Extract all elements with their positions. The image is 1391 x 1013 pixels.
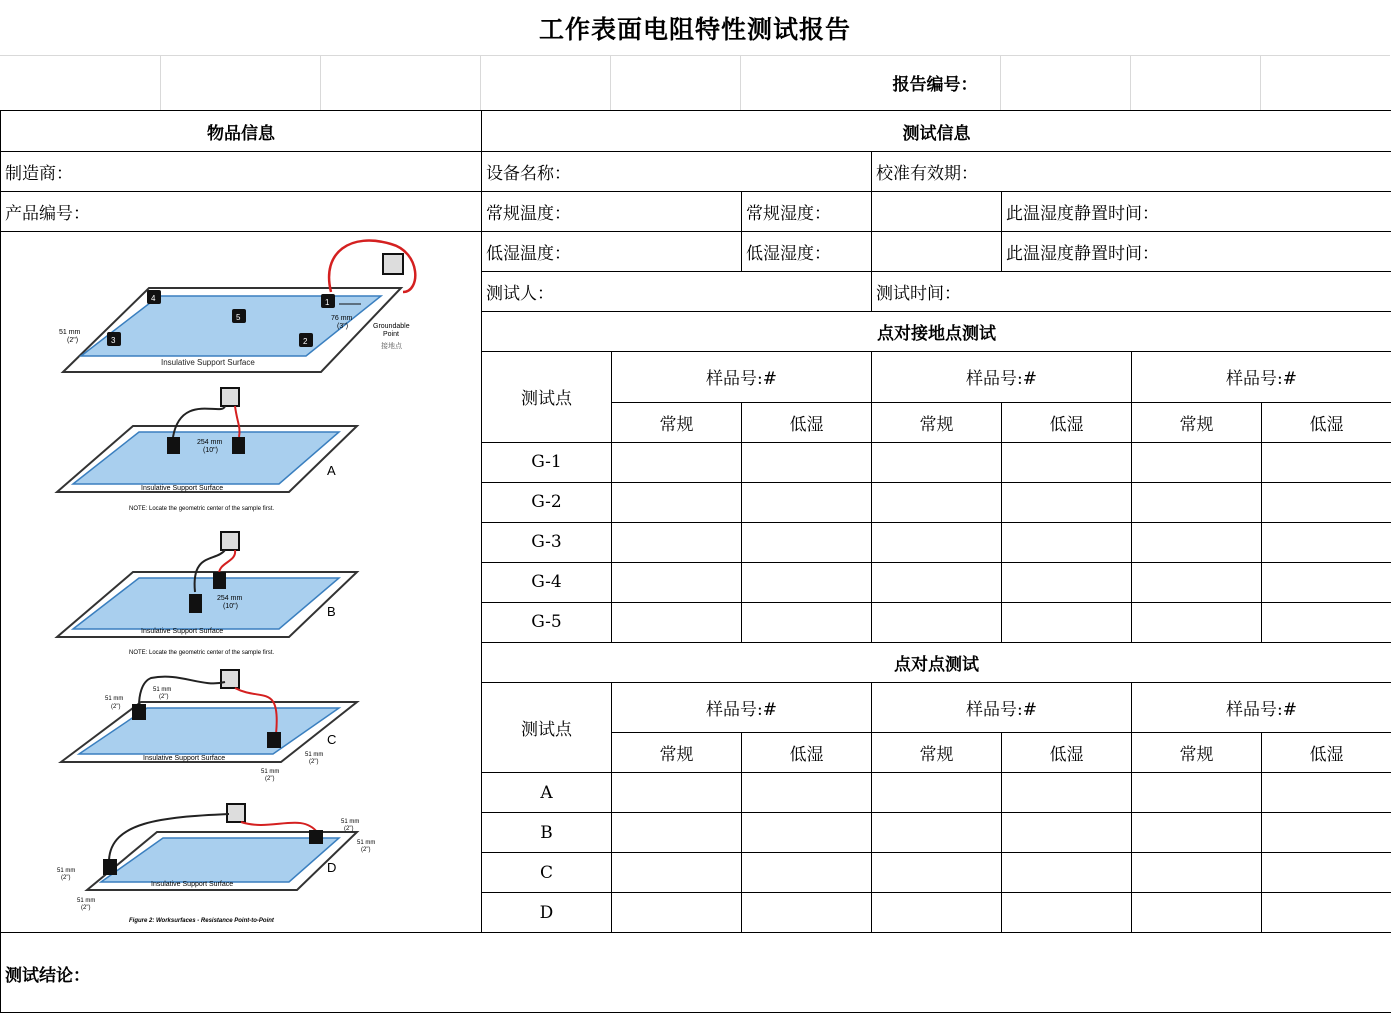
normal-col-header: 常规 xyxy=(612,733,742,773)
data-cell[interactable] xyxy=(1002,602,1132,642)
data-cell[interactable] xyxy=(872,893,1002,933)
data-cell[interactable] xyxy=(1002,893,1132,933)
test-point-header: 测试点 xyxy=(482,352,612,443)
point-to-ground-header: 点对接地点测试 xyxy=(482,312,1391,352)
product-number-label[interactable]: 产品编号： xyxy=(1,192,482,232)
data-cell[interactable] xyxy=(1002,853,1132,893)
figure-panel-c xyxy=(61,670,357,782)
data-cell[interactable] xyxy=(742,522,872,562)
data-cell[interactable] xyxy=(612,773,742,813)
data-cell[interactable] xyxy=(1132,562,1262,602)
svg-text:254 mm: 254 mm xyxy=(217,595,242,602)
data-cell[interactable] xyxy=(742,562,872,602)
svg-text:2: 2 xyxy=(303,337,308,346)
figure-panel-a xyxy=(57,388,357,512)
data-cell[interactable] xyxy=(1002,482,1132,522)
figure-caption: Figure 2: Worksurfaces - Resistance Point-to-Point xyxy=(129,918,275,924)
data-cell[interactable] xyxy=(872,602,1002,642)
data-cell[interactable] xyxy=(612,562,742,602)
electrode-2 xyxy=(299,333,313,347)
svg-text:51 mm: 51 mm xyxy=(305,752,323,758)
low-humidity-value[interactable] xyxy=(872,232,1002,272)
test-diagram-cell xyxy=(1,232,482,933)
low-col-header: 低湿 xyxy=(1262,402,1391,442)
data-cell[interactable] xyxy=(1262,773,1391,813)
data-cell[interactable] xyxy=(872,442,1002,482)
data-cell[interactable] xyxy=(1002,522,1132,562)
svg-text:51 mm: 51 mm xyxy=(77,898,95,904)
grid-line xyxy=(740,55,741,110)
normal-temp-label[interactable]: 常规温度： xyxy=(482,192,742,232)
data-cell[interactable] xyxy=(1132,482,1262,522)
panel-label-c: C xyxy=(327,732,336,747)
normal-col-header: 常规 xyxy=(872,733,1002,773)
low-col-header: 低湿 xyxy=(1262,733,1391,773)
sample-1-header[interactable]: 样品号:# xyxy=(612,352,872,403)
data-cell[interactable] xyxy=(742,773,872,813)
svg-text:(3"): (3") xyxy=(337,323,348,330)
svg-text:(10"): (10") xyxy=(203,447,218,454)
svg-text:4: 4 xyxy=(151,294,156,303)
data-cell[interactable] xyxy=(1262,562,1391,602)
low-col-header: 低湿 xyxy=(1002,733,1132,773)
data-cell[interactable] xyxy=(612,522,742,562)
data-cell[interactable] xyxy=(872,562,1002,602)
equipment-label[interactable]: 设备名称： xyxy=(482,152,872,192)
data-cell[interactable] xyxy=(612,442,742,482)
data-cell[interactable] xyxy=(612,482,742,522)
meter-icon xyxy=(383,254,403,274)
panel-label-b: B xyxy=(327,604,336,619)
data-cell[interactable] xyxy=(1132,893,1262,933)
svg-text:(2"): (2") xyxy=(67,337,78,344)
grid-line xyxy=(160,55,161,110)
grid-line xyxy=(610,55,611,110)
svg-text:Insulative Support Surface: Insulative Support Surface xyxy=(141,485,223,492)
item-info-header: 物品信息 xyxy=(1,111,482,152)
svg-text:Insulative Support Surface: Insulative Support Surface xyxy=(141,628,223,635)
sample-1-header-2[interactable]: 样品号:# xyxy=(612,682,872,733)
data-cell[interactable] xyxy=(1262,522,1391,562)
data-cell[interactable] xyxy=(872,813,1002,853)
normal-humidity-label[interactable]: 常规湿度： xyxy=(742,192,872,232)
data-cell[interactable] xyxy=(1262,602,1391,642)
worksurface-test-figure xyxy=(1,232,480,927)
test-point-c: C xyxy=(482,853,612,893)
test-time-label[interactable]: 测试时间： xyxy=(872,272,1391,312)
svg-text:(2"): (2") xyxy=(309,759,318,765)
svg-text:Groundable: Groundable xyxy=(373,323,410,330)
data-cell[interactable] xyxy=(742,853,872,893)
svg-text:76 mm: 76 mm xyxy=(331,315,353,322)
svg-text:(2"): (2") xyxy=(159,694,168,700)
sample-3-header[interactable]: 样品号:# xyxy=(1132,352,1391,403)
report-title: 工作表面电阻特性测试报告 xyxy=(0,0,1390,56)
panel-label-a: A xyxy=(327,463,336,478)
data-cell[interactable] xyxy=(1132,813,1262,853)
meter-icon xyxy=(221,532,239,550)
svg-text:(2"): (2") xyxy=(111,704,120,710)
test-point-g5: G-5 xyxy=(482,602,612,642)
electrode-5 xyxy=(232,309,246,323)
svg-text:Insulative Support Surface: Insulative Support Surface xyxy=(143,755,225,762)
rest-time-label[interactable]: 此温湿度静置时间： xyxy=(1002,192,1391,232)
grid-line xyxy=(320,55,321,110)
data-cell[interactable] xyxy=(612,813,742,853)
data-cell[interactable] xyxy=(1132,442,1262,482)
meter-icon xyxy=(227,804,245,822)
svg-text:51 mm: 51 mm xyxy=(341,819,359,825)
header-grid-row xyxy=(0,55,1390,110)
normal-col-header: 常规 xyxy=(1132,733,1262,773)
test-point-g3: G-3 xyxy=(482,522,612,562)
figure-panel-b xyxy=(57,532,357,656)
data-cell[interactable] xyxy=(872,853,1002,893)
data-cell[interactable] xyxy=(742,893,872,933)
data-cell[interactable] xyxy=(1132,773,1262,813)
test-info-header: 测试信息 xyxy=(482,111,1391,152)
data-cell[interactable] xyxy=(1262,482,1391,522)
insulative-label-1: Insulative Support Surface xyxy=(161,358,255,367)
low-col-header: 低湿 xyxy=(1002,402,1132,442)
svg-text:(2"): (2") xyxy=(361,847,370,853)
data-cell[interactable] xyxy=(1002,813,1132,853)
svg-text:51 mm: 51 mm xyxy=(105,696,123,702)
test-point-d: D xyxy=(482,893,612,933)
svg-text:51 mm: 51 mm xyxy=(261,769,279,775)
normal-col-header: 常规 xyxy=(1132,402,1262,442)
svg-text:接地点: 接地点 xyxy=(381,341,403,350)
normal-humidity-value[interactable] xyxy=(872,192,1002,232)
data-cell[interactable] xyxy=(612,602,742,642)
data-cell[interactable] xyxy=(1262,893,1391,933)
data-cell[interactable] xyxy=(1132,853,1262,893)
test-point-g1: G-1 xyxy=(482,442,612,482)
data-cell[interactable] xyxy=(1132,522,1262,562)
svg-text:51 mm: 51 mm xyxy=(153,687,171,693)
meter-icon xyxy=(221,388,239,406)
data-cell[interactable] xyxy=(1002,442,1132,482)
data-cell[interactable] xyxy=(872,522,1002,562)
rest-time-label-2[interactable]: 此温湿度静置时间： xyxy=(1002,232,1391,272)
data-cell[interactable] xyxy=(1262,442,1391,482)
svg-text:(2"): (2") xyxy=(265,776,274,782)
svg-text:(2"): (2") xyxy=(344,826,353,832)
svg-text:Point: Point xyxy=(383,331,399,338)
sample-2-header[interactable]: 样品号:# xyxy=(872,352,1132,403)
svg-text:NOTE: Locate the geometric ce: NOTE: Locate the geometric center of the sample first. xyxy=(129,650,274,656)
normal-col-header: 常规 xyxy=(872,402,1002,442)
tester-label[interactable]: 测试人： xyxy=(482,272,872,312)
meter-icon xyxy=(221,670,239,688)
report-table xyxy=(0,110,1391,1013)
test-point-a: A xyxy=(482,773,612,813)
svg-text:NOTE: Locate the geometric ce: NOTE: Locate the geometric center of the sample first. xyxy=(129,506,274,512)
grid-line xyxy=(480,55,481,110)
grid-line xyxy=(1260,55,1261,110)
svg-text:1: 1 xyxy=(325,298,330,307)
grid-line xyxy=(1130,55,1131,110)
test-point-g4: G-4 xyxy=(482,562,612,602)
data-cell[interactable] xyxy=(742,482,872,522)
svg-text:(2"): (2") xyxy=(61,875,70,881)
data-cell[interactable] xyxy=(742,602,872,642)
conclusion-label[interactable]: 测试结论： xyxy=(1,933,1391,1013)
panel-label-d: D xyxy=(327,860,336,875)
svg-text:(2"): (2") xyxy=(81,905,90,911)
sample-2-header-2[interactable]: 样品号:# xyxy=(872,682,1132,733)
data-cell[interactable] xyxy=(742,442,872,482)
low-col-header: 低湿 xyxy=(742,402,872,442)
low-col-header: 低湿 xyxy=(742,733,872,773)
figure-panel-ground xyxy=(59,241,415,372)
svg-text:(10"): (10") xyxy=(223,603,238,610)
point-to-point-header: 点对点测试 xyxy=(482,642,1391,682)
normal-col-header: 常规 xyxy=(612,402,742,442)
svg-text:3: 3 xyxy=(111,336,116,345)
figure-panel-d xyxy=(57,804,375,924)
test-point-b: B xyxy=(482,813,612,853)
data-cell[interactable] xyxy=(612,853,742,893)
report-number-label: 报告编号： xyxy=(870,55,1000,110)
data-cell[interactable] xyxy=(1002,773,1132,813)
svg-text:51 mm: 51 mm xyxy=(59,329,81,336)
calibration-label[interactable]: 校准有效期： xyxy=(872,152,1391,192)
svg-text:51 mm: 51 mm xyxy=(357,840,375,846)
data-cell[interactable] xyxy=(612,893,742,933)
svg-text:Insulative Support Surface: Insulative Support Surface xyxy=(151,881,233,888)
sample-3-header-2[interactable]: 样品号:# xyxy=(1132,682,1391,733)
grid-line xyxy=(1000,55,1001,110)
low-humidity-label[interactable]: 低湿湿度： xyxy=(742,232,872,272)
electrode-1 xyxy=(321,294,335,308)
electrode-3 xyxy=(107,332,121,346)
svg-text:254 mm: 254 mm xyxy=(197,439,222,446)
manufacturer-label[interactable]: 制造商： xyxy=(1,152,482,192)
data-cell[interactable] xyxy=(742,813,872,853)
svg-text:51 mm: 51 mm xyxy=(57,868,75,874)
data-cell[interactable] xyxy=(872,773,1002,813)
data-cell[interactable] xyxy=(1262,813,1391,853)
low-temp-label[interactable]: 低湿温度： xyxy=(482,232,742,272)
data-cell[interactable] xyxy=(1262,853,1391,893)
data-cell[interactable] xyxy=(872,482,1002,522)
svg-text:5: 5 xyxy=(236,313,241,322)
data-cell[interactable] xyxy=(1002,562,1132,602)
test-point-g2: G-2 xyxy=(482,482,612,522)
data-cell[interactable] xyxy=(1132,602,1262,642)
test-point-header-2: 测试点 xyxy=(482,682,612,773)
electrode-4 xyxy=(147,290,161,304)
